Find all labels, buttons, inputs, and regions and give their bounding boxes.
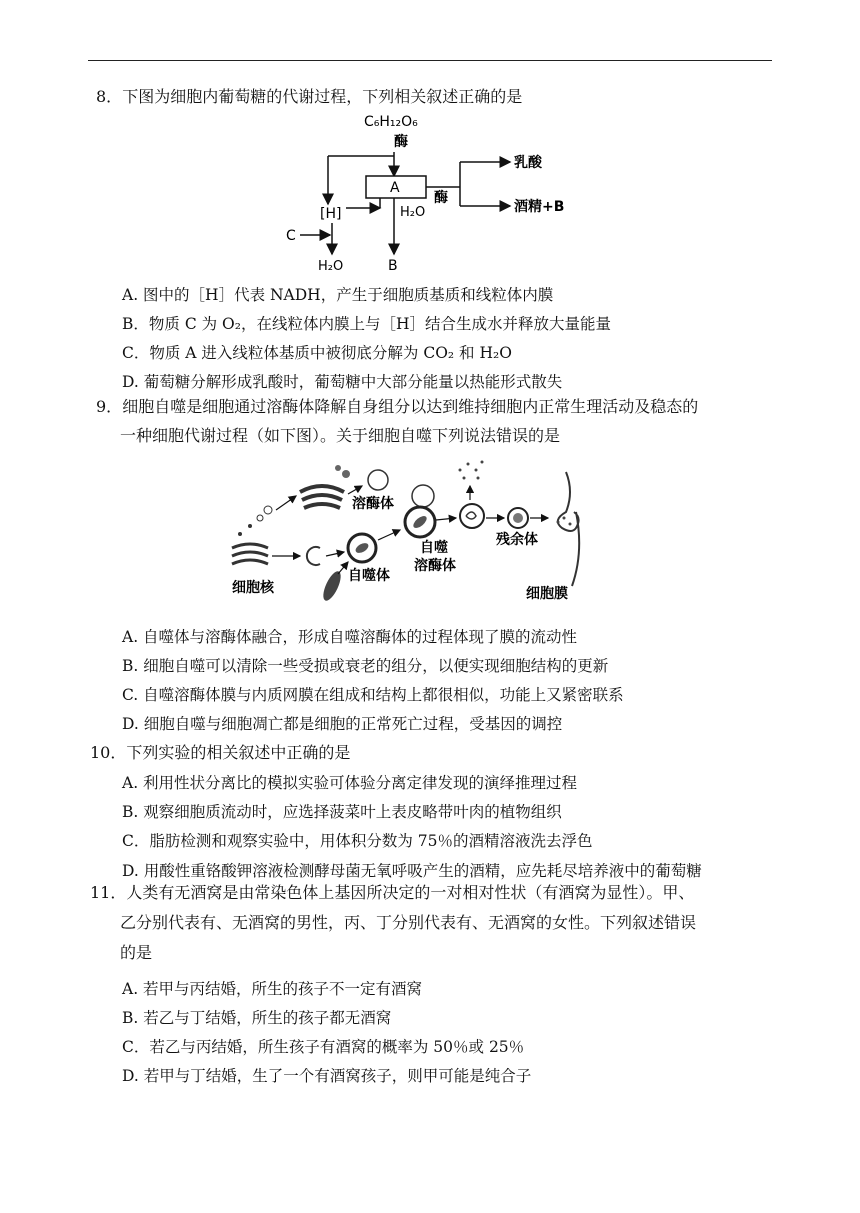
question-8-stem	[96, 86, 522, 108]
autolysosome-label-2: 溶酶体	[414, 558, 456, 574]
question-11-line2: 乙分别代表有、无酒窝的男性，丙、丁分别代表有、无酒窝的女性。下列叙述错误	[120, 913, 697, 932]
question-11-stem	[90, 878, 694, 908]
question-8-text: 下图为细胞内葡萄糖的代谢过程，下列相关叙述正确的是	[122, 87, 523, 106]
q10-option-a: A. 利用性状分离比的模拟实验可体验分离定律发现的演绎推理过程	[122, 774, 578, 792]
alcohol-b-label: 酒精+B	[514, 199, 565, 215]
q11-option-d: D. 若甲与丁结婚，生了一个有酒窝孩子，则甲可能是纯合子	[122, 1067, 532, 1085]
q8-option-d: D. 葡萄糖分解形成乳酸时，葡萄糖中大部分能量以热能形式散失	[122, 373, 563, 391]
q9-option-c: C. 自噬溶酶体膜与内质网膜在组成和结构上都很相似，功能上又紧密联系	[122, 686, 624, 704]
q9-option-a: A. 自噬体与溶酶体融合，形成自噬溶酶体的过程体现了膜的流动性	[122, 628, 578, 646]
nucleus-label: 细胞核	[232, 580, 274, 596]
c-label: C	[286, 228, 296, 244]
h2o-label-right: H₂O	[400, 205, 426, 220]
h2o-label-bottom: H₂O	[318, 259, 344, 274]
autophagy-diagram	[220, 456, 620, 610]
glucose-label: C₆H₁₂O₆	[364, 114, 418, 130]
box-a-label: A	[390, 180, 400, 196]
lysosome-label: 溶酶体	[352, 496, 394, 512]
header-rule	[88, 60, 772, 61]
lactic-acid-label: 乳酸	[514, 155, 542, 171]
golgi-shape	[300, 465, 350, 508]
q8-option-b: B．物质 C 为 O₂，在线粒体内膜上与［H］结合生成水并释放大量能量	[122, 315, 611, 333]
q9-option-d: D. 细胞自噬与细胞凋亡都是细胞的正常死亡过程，受基因的调控	[122, 715, 563, 733]
autolysosome-label-1: 自噬	[420, 540, 448, 556]
nucleus-er-shape	[232, 506, 272, 564]
question-10-number: 10．	[90, 743, 127, 762]
q11-option-b: B. 若乙与丁结婚，所生的孩子都无酒窝	[122, 1009, 392, 1027]
question-9-stem	[96, 392, 698, 422]
q9-option-b: B. 细胞自噬可以清除一些受损或衰老的组分，以便实现细胞结构的更新	[122, 657, 609, 675]
enzyme-label-top: 酶	[394, 134, 408, 150]
enzyme-label-right: 酶	[434, 190, 448, 206]
question-10-text: 下列实验的相关叙述中正确的是	[126, 743, 351, 762]
mitochondrion-shape	[320, 569, 344, 603]
question-9-number: 9．	[96, 397, 123, 416]
q11-option-c: C．若乙与丙结婚，所生孩子有酒窝的概率为 50％或 25％	[122, 1038, 525, 1056]
residual-body-label: 残余体	[496, 532, 538, 548]
q10-option-c: C．脂肪检测和观察实验中，用体积分数为 75％的酒精溶液洗去浮色	[122, 832, 593, 850]
question-9-line1: 细胞自噬是细胞通过溶酶体降解自身组分以达到维持细胞内正常生理活动及稳态的	[122, 397, 699, 416]
h-label: [H]	[320, 206, 342, 222]
cell-membrane-label: 细胞膜	[526, 586, 568, 602]
question-10-stem	[90, 742, 350, 764]
question-11-line3: 的是	[120, 943, 153, 962]
b-label: B	[388, 258, 398, 274]
question-9-line2: 一种细胞代谢过程（如下图）。关于细胞自噬下列说法错误的是	[120, 426, 561, 445]
phagophore-shape	[307, 547, 320, 565]
q8-option-a: A. 图中的［H］代表 NADH，产生于细胞质基质和线粒体内膜	[122, 286, 554, 304]
question-11-line1: 人类有无酒窝是由常染色体上基因所决定的一对相对性状（有酒窝为显性）。甲、	[126, 883, 695, 902]
question-11-number: 11．	[90, 883, 127, 902]
question-8-number: 8．	[96, 87, 123, 106]
q8-option-c: C．物质 A 进入线粒体基质中被彻底分解为 CO₂ 和 H₂O	[122, 344, 512, 362]
autophagosome-label: 自噬体	[348, 568, 390, 584]
q11-option-a: A. 若甲与丙结婚，所生的孩子不一定有酒窝	[122, 980, 423, 998]
q10-option-b: B. 观察细胞质流动时，应选择菠菜叶上表皮略带叶肉的植物组织	[122, 803, 562, 821]
lysosome-shape	[368, 470, 388, 490]
q10-option-d: D. 用酸性重铬酸钾溶液检测酵母菌无氧呼吸产生的酒精，应先耗尽培养液中的葡萄糖	[122, 862, 702, 880]
cell-membrane-shape	[558, 472, 579, 586]
glucose-metabolism-diagram	[270, 108, 610, 276]
